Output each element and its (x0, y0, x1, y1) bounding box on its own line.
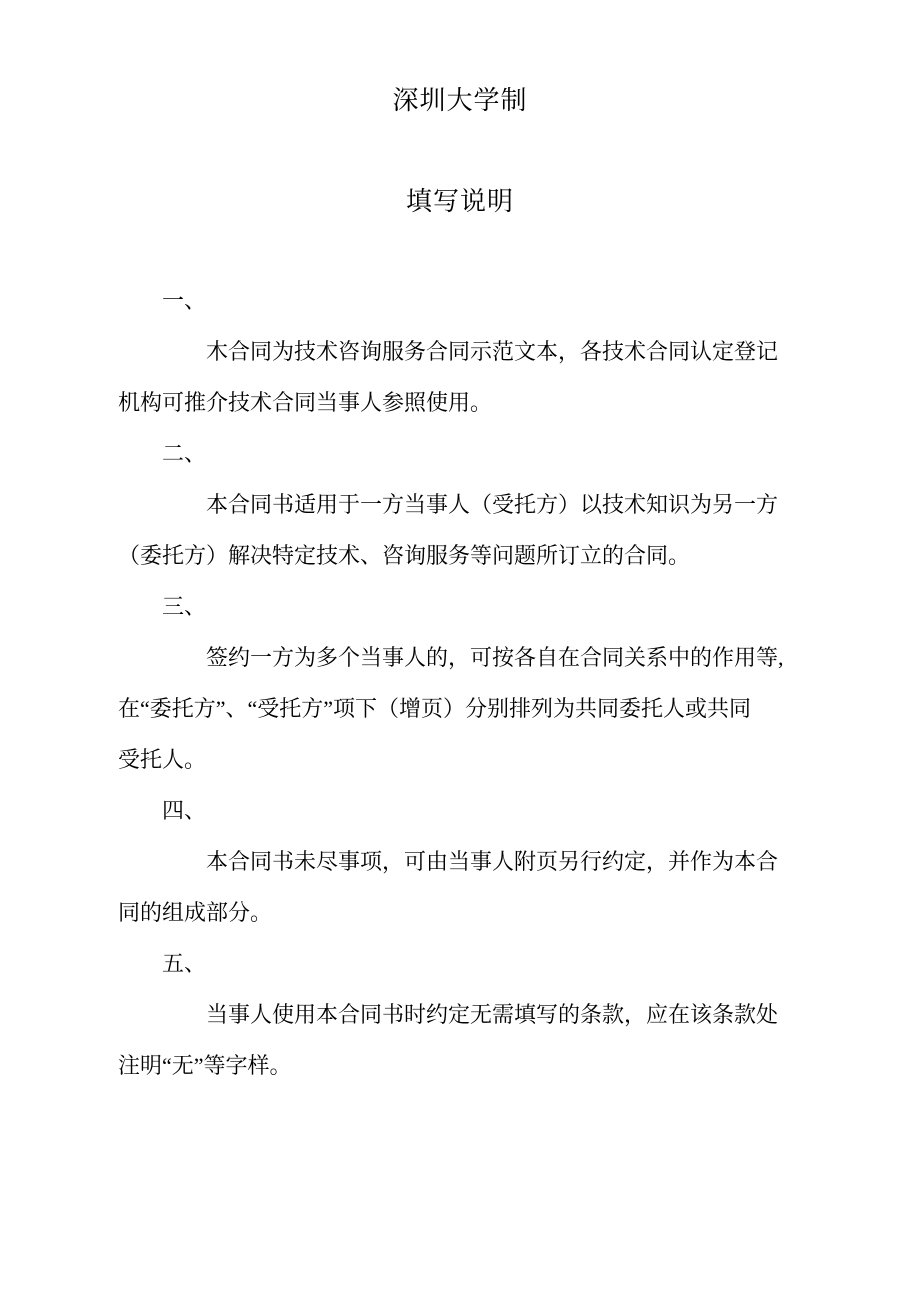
instructions-list (0, 275, 920, 1091)
instruction-section (118, 785, 880, 938)
section-marker: 五、 (162, 951, 207, 976)
section-text-line: 本合同书适用于一方当事人（受托方）以技术知识为另一方 (206, 492, 779, 517)
section-text-line: 木合同为技术咨询服务合同示范文本，各技术合同认定登记 (206, 339, 779, 364)
section-marker: 三、 (162, 594, 207, 619)
section-text-line: 机构可推介技术合同当事人参照使用。 (118, 390, 493, 415)
instruction-section (118, 938, 880, 1091)
document-subtitle: 填写说明 (405, 187, 514, 216)
section-text-line: 受托人。 (118, 747, 207, 772)
section-marker: 四、 (162, 798, 207, 823)
section-text-line: 当事人使用本合同书时约定无需填写的条款，应在该条款处 (206, 1002, 779, 1027)
instruction-section (118, 581, 880, 785)
instruction-section (118, 428, 880, 581)
section-text-line: 签约一方为多个当事人的，可按各自在合同关系中的作用等, (206, 645, 784, 670)
section-marker: 一、 (162, 288, 207, 313)
instruction-section (118, 275, 880, 428)
section-text-line: 在“委托方”、“受托方”项下（增页）分别排列为共同委托人或共同 (118, 696, 752, 721)
document-title: 深圳大学制 (392, 86, 528, 115)
section-text-line: （委托方）解决特定技术、咨询服务等问题所订立的合同。 (118, 543, 691, 568)
section-text-line: 同的组成部分。 (118, 900, 273, 925)
section-text-line: 本合同书未尽事项，可由当事人附页另行约定，并作为本合 (206, 849, 779, 874)
section-marker: 二、 (162, 441, 207, 466)
section-text-line: 注明“无”等字样。 (118, 1053, 292, 1078)
